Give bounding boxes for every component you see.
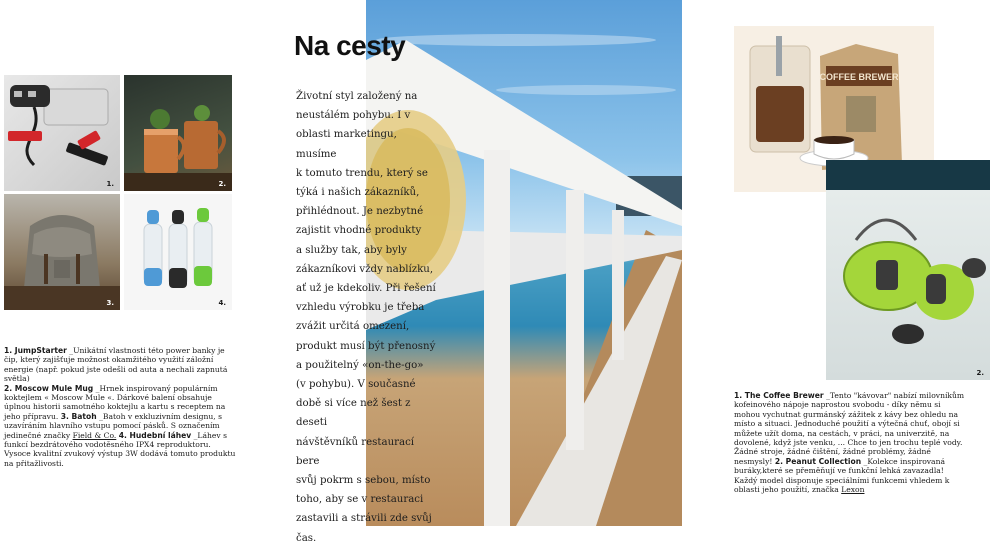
product-name: 4. Hudební láhev	[118, 430, 192, 440]
product-number: 3.	[106, 299, 114, 307]
brand-link[interactable]: Lexon	[841, 485, 865, 495]
moscow-mule-mug-photo	[124, 75, 232, 191]
product-name: 3. Batoh	[60, 411, 97, 421]
left-product-descriptions	[4, 346, 236, 468]
product-name: 2. Peanut Collection	[774, 456, 862, 466]
product-description: _Batoh v exkluzivním designu, s uzavíráním hlavního vstupu pomocí pásků. S označením jedinečné značky	[4, 411, 223, 440]
article-body	[296, 87, 438, 548]
product-number: 2.	[976, 369, 984, 377]
powerbank-photo	[4, 75, 120, 191]
article-line: ať už je kdekoliv. Při řešení	[296, 283, 436, 295]
product-description: _Tento "kávovar" nabízí milovníkům kofeinového nápoje naprostou svobodu - díky němu si mohou vychutnat gurmánský zážitek z kávy bez ohledu na místo a situaci. Jednoduché použití a výtečná chuť, obojí si můžete užít doma, na cestách, v práci, na univerzitě, na dovolené, když jste venku, ... Chce to jen trochu teplé vody. Žádné stroje, žádné čištění, žádné problémy, žádné nesmysly!	[734, 391, 965, 466]
coffee-brand-label: COFFEE BREWER	[819, 72, 899, 82]
article-line: době si více než šest z deseti	[296, 398, 411, 429]
product-name: 2. Moscow Mule Mug	[4, 383, 94, 393]
page-title: Na cesty	[294, 30, 406, 61]
article-line: čas.	[296, 532, 317, 544]
article-line: toho, aby se v restauraci	[296, 494, 424, 506]
product-number: 4.	[218, 299, 226, 307]
article-line: zvážit určitá omezení,	[296, 321, 410, 333]
article-line: zastavili a strávili zde svůj	[296, 513, 432, 525]
article-line: svůj pokrm s sebou, místo	[296, 475, 431, 487]
product-name: 1. The Coffee Brewer	[734, 391, 824, 400]
article-line: neustálém pohybu. I v	[296, 110, 411, 122]
backpack-photo	[4, 194, 120, 310]
peanut-collection-photo	[826, 190, 990, 380]
article-line: a použitelný «on-the-go»	[296, 359, 424, 371]
article-line: týká i našich zákazníků,	[296, 187, 420, 199]
article-line: vzhledu výrobku je třeba	[296, 302, 425, 314]
product-number: 2.	[218, 180, 226, 188]
article-line: návštěvníků restaurací bere	[296, 436, 415, 467]
product-name: 1. JumpStarter	[4, 346, 67, 355]
article-line: produkt musí být přenosný	[296, 340, 436, 352]
article-line: (v pohybu). V současné	[296, 379, 416, 391]
product-number: 1.	[106, 180, 114, 188]
music-bottle-photo	[124, 194, 232, 310]
brand-link[interactable]: Field & Co.	[72, 430, 117, 440]
article-line: zákazníkovi vždy nablízku,	[296, 263, 434, 275]
article-line: Životní styl založený na	[296, 91, 418, 102]
product-description: _Láhev s funkcí bezdrátového vodotěsného IPX4 reproduktoru. Vysoce kvalitní zvukový výstup 3W dodává tomuto produktu na přitažlivosti.	[4, 430, 236, 468]
product-description: _Unikátní vlastnosti této power banky je čip, který zajišťuje možnost okamžitého využití záložní energie (např. pokud jste odešli od auta a nechali zapnutá světla)	[4, 346, 228, 384]
article-line: zajistit vhodné produkty	[296, 225, 422, 237]
right-product-descriptions	[734, 391, 966, 494]
article-line: k tomuto trendu, který se	[296, 167, 428, 179]
product-description: _Hrnek inspirovaný populárním koktejlem « Moscow Mule «. Dárkové balení obsahuje úplnou historii samotného koktejlu a kartu s receptem na jeho přípravu.	[4, 383, 226, 421]
article-line: oblasti marketingu, musíme	[296, 129, 397, 160]
product-description: _Kolekce inspirovaná buráky,které se přeměňují ve funkční lehká zavazadla! Každý model disponuje speciálními funkcemi vhledem k oblasti jeho použití, značka	[734, 456, 950, 495]
article-line: a služby tak, aby byly	[296, 244, 407, 256]
article-line: přihlédnout. Je nezbytné	[296, 206, 424, 218]
